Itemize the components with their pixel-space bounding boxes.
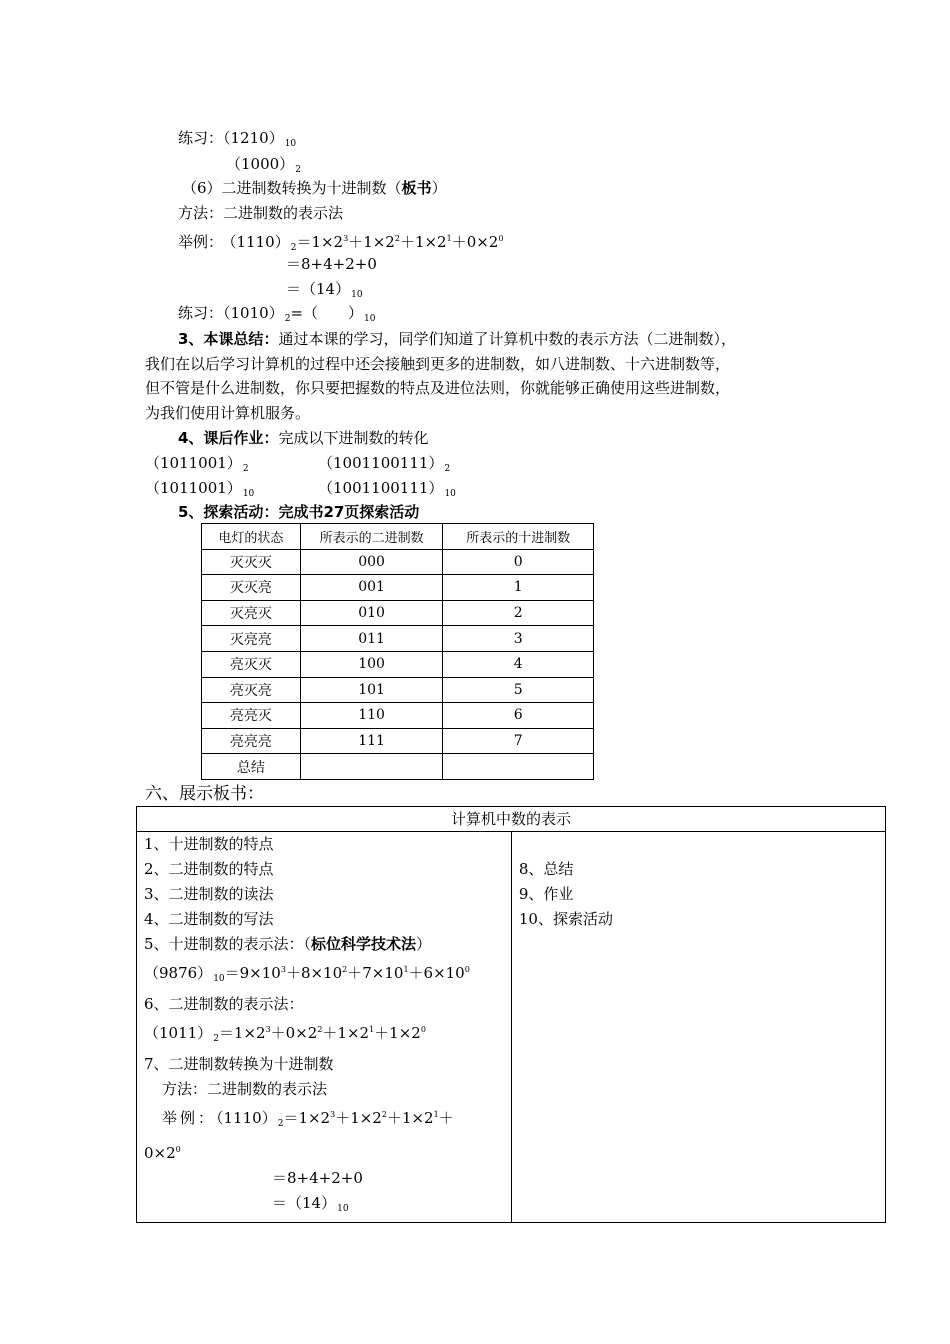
expr-term: ＋6×10 bbox=[408, 964, 465, 982]
expr-term: ＋1×2 bbox=[322, 1024, 370, 1042]
exponent: 0 bbox=[498, 234, 504, 243]
example-label: 举例： bbox=[162, 1109, 217, 1127]
base-subscript: 10 bbox=[242, 489, 255, 499]
board-table bbox=[136, 806, 886, 1223]
table-row bbox=[202, 549, 594, 575]
exponent: 2 bbox=[342, 965, 348, 974]
table-cell: 6 bbox=[443, 703, 594, 729]
table-cell: 2 bbox=[443, 600, 594, 626]
section-6-heading: 六、展示板书： bbox=[145, 784, 264, 804]
board-content-row bbox=[137, 832, 886, 1223]
board-method: 方法：二进制数的表示法 bbox=[162, 1080, 328, 1098]
expr-term: ＝1×2 bbox=[218, 1024, 266, 1042]
table-row bbox=[202, 575, 594, 601]
header-cell: 所表示的十进制数 bbox=[443, 524, 594, 550]
base-subscript: 2 bbox=[242, 464, 249, 474]
board-item: 8、总结 bbox=[518, 860, 574, 878]
board-example-step-2: ＝8+4+2+0 bbox=[272, 1169, 363, 1187]
expr-term: ＋7×10 bbox=[347, 964, 404, 982]
expr-number: （1011） bbox=[144, 1024, 213, 1042]
table-cell: 010 bbox=[300, 600, 443, 626]
homework-item-b1 bbox=[318, 453, 450, 479]
practice-label: 练习： bbox=[178, 129, 224, 147]
table-cell: 100 bbox=[300, 651, 443, 677]
homework-title: 4、课后作业： bbox=[178, 429, 279, 447]
table-cell: 灭亮灭 bbox=[202, 600, 301, 626]
table-cell: 110 bbox=[300, 703, 443, 729]
table-row bbox=[202, 626, 594, 652]
table-row bbox=[202, 754, 594, 780]
exponent: 1 bbox=[433, 1110, 439, 1119]
board-item: 7、二进制数转换为十进制数 bbox=[144, 1055, 334, 1073]
expr-term: ＋ bbox=[438, 1109, 454, 1127]
homework-number: （1001100111） bbox=[318, 454, 444, 472]
summary-line-1 bbox=[178, 329, 736, 349]
table-cell: 101 bbox=[300, 677, 443, 703]
exponent: 3 bbox=[265, 1025, 271, 1034]
table-cell: 3 bbox=[443, 626, 594, 652]
expr-term: ＋1×2 bbox=[348, 233, 395, 251]
exponent: 1 bbox=[446, 234, 452, 243]
base-subscript: 10 bbox=[351, 290, 363, 300]
board-left-cell bbox=[137, 832, 512, 1223]
expr-term: ＋0×2 bbox=[270, 1024, 318, 1042]
table-cell: 111 bbox=[300, 728, 443, 754]
step-6-bold: 板书 bbox=[401, 179, 432, 197]
base-subscript: 2 bbox=[444, 464, 451, 474]
expr-term: ＝9×10 bbox=[224, 964, 281, 982]
expr-term: ＋1×2 bbox=[399, 233, 447, 251]
summary-line-4: 为我们使用计算机服务。 bbox=[145, 404, 311, 422]
board-example-step-3 bbox=[137, 1191, 511, 1222]
table-header-row bbox=[202, 524, 594, 550]
example-result: ＝（14） bbox=[272, 1194, 337, 1212]
base-subscript: 10 bbox=[337, 1204, 349, 1214]
table-cell: 4 bbox=[443, 651, 594, 677]
homework-number: （1011001） bbox=[145, 454, 242, 472]
header-cell: 所表示的二进制数 bbox=[300, 524, 443, 550]
board-title: 计算机中数的表示 bbox=[137, 807, 886, 832]
table-cell: 000 bbox=[300, 549, 443, 575]
homework-item-a1 bbox=[145, 453, 249, 479]
board-example-wrap bbox=[137, 1137, 511, 1166]
exponent: 2 bbox=[317, 1025, 323, 1034]
step-6-prefix: （6）二进制数转换为十进制数（ bbox=[182, 179, 402, 197]
board-right-cell bbox=[511, 832, 885, 1223]
exponent: 1 bbox=[403, 965, 409, 974]
table-cell: 灭灭亮 bbox=[202, 575, 301, 601]
practice-1-line-b bbox=[226, 154, 301, 180]
exponent: 2 bbox=[394, 234, 400, 243]
example-result: ＝（14） bbox=[286, 280, 351, 298]
expr-term: ＋8×10 bbox=[285, 964, 343, 982]
table-row bbox=[202, 703, 594, 729]
expr-term: 0×2 bbox=[144, 1144, 176, 1162]
practice-number: （1000） bbox=[226, 155, 295, 173]
homework-number: （1011001） bbox=[145, 479, 242, 497]
explore-table bbox=[201, 523, 594, 780]
board-item: 10、探索活动 bbox=[518, 910, 613, 928]
board-item: 2、二进制数的特点 bbox=[144, 860, 274, 878]
summary-text: 通过本课的学习，同学们知道了计算机中数的表示方法（二进制数）， bbox=[278, 330, 736, 348]
base-subscript: 2 bbox=[284, 314, 291, 324]
homework-item-a2 bbox=[145, 478, 254, 504]
exponent: 0 bbox=[175, 1145, 181, 1154]
board-item: 9、作业 bbox=[518, 885, 574, 903]
board-item-text: 5、十进制数的表示法：（ bbox=[144, 935, 312, 953]
example-step-2: ＝8+4+2+0 bbox=[286, 255, 377, 273]
base-subscript: 10 bbox=[444, 489, 456, 499]
practice-2-line bbox=[178, 303, 375, 329]
summary-line-2: 我们在以后学习计算机的过程中还会接触到更多的进制数，如八进制数、十六进制数等， bbox=[145, 355, 731, 373]
exponent: 2 bbox=[381, 1110, 387, 1119]
table-cell bbox=[300, 754, 443, 780]
expr-term: ＋1×2 bbox=[374, 1024, 421, 1042]
base-subscript: 2 bbox=[295, 165, 301, 175]
table-row bbox=[202, 728, 594, 754]
table-cell: 亮亮灭 bbox=[202, 703, 301, 729]
binary-expr bbox=[137, 1017, 511, 1052]
header-cell: 电灯的状态 bbox=[202, 524, 301, 550]
table-cell: 灭灭灭 bbox=[202, 549, 301, 575]
table-cell: 0 bbox=[443, 549, 594, 575]
expr-term: ＋0×2 bbox=[451, 233, 499, 251]
summary-line-3: 但不管是什么进制数，你只要把握数的特点及进位法则，你就能够正确使用这些进制数， bbox=[145, 379, 731, 397]
explore-title: 5、探索活动：完成书27页探索活动 bbox=[178, 503, 420, 521]
board-example bbox=[137, 1102, 511, 1137]
table-cell: 5 bbox=[443, 677, 594, 703]
decimal-expr bbox=[137, 957, 511, 992]
expr-term: ＝1×2 bbox=[283, 1109, 331, 1127]
table-cell: 7 bbox=[443, 728, 594, 754]
example-step-3 bbox=[286, 279, 363, 305]
table-cell: 1 bbox=[443, 575, 594, 601]
table-row bbox=[202, 651, 594, 677]
homework-number: （1001100111） bbox=[318, 479, 444, 497]
step-6-suffix: ） bbox=[431, 179, 447, 197]
base-subscript: 2 bbox=[290, 243, 297, 253]
base-subscript: 10 bbox=[213, 974, 225, 984]
base-subscript: 10 bbox=[364, 314, 376, 324]
exponent: 3 bbox=[343, 234, 349, 243]
method-line: 方法：二进制数的表示法 bbox=[178, 204, 344, 222]
exponent: 1 bbox=[369, 1025, 375, 1034]
homework-text: 完成以下进制数的转化 bbox=[278, 429, 429, 447]
board-item: 3、二进制数的读法 bbox=[144, 885, 274, 903]
base-subscript: 2 bbox=[213, 1034, 219, 1044]
blank-answer: =（ ） bbox=[290, 304, 364, 322]
base-subscript: 10 bbox=[284, 139, 297, 149]
table-row bbox=[202, 600, 594, 626]
table-cell: 总结 bbox=[202, 754, 301, 780]
homework-heading bbox=[178, 428, 428, 448]
board-item-text: ） bbox=[416, 935, 432, 953]
table-cell: 001 bbox=[300, 575, 443, 601]
exponent: 3 bbox=[280, 965, 286, 974]
table-cell: 亮亮亮 bbox=[202, 728, 301, 754]
step-6-heading bbox=[182, 178, 447, 198]
practice-number: （1210） bbox=[223, 129, 284, 147]
board-item bbox=[137, 932, 511, 957]
board-title-row bbox=[137, 807, 886, 832]
table-cell: 亮灭亮 bbox=[202, 677, 301, 703]
base-subscript: 2 bbox=[277, 1119, 284, 1129]
summary-title: 3、本课总结： bbox=[178, 330, 279, 348]
board-item: 6、二进制数的表示法： bbox=[144, 995, 304, 1013]
expr-term: ＝1×2 bbox=[296, 233, 344, 251]
board-item: 4、二进制数的写法 bbox=[144, 910, 274, 928]
exponent: 0 bbox=[420, 1025, 426, 1034]
practice-number: （1010） bbox=[223, 304, 284, 322]
expr-number: （9876） bbox=[144, 964, 213, 982]
board-item-bold: 标位科学技术法 bbox=[311, 935, 417, 953]
practice-label: 练习： bbox=[178, 304, 224, 322]
table-cell bbox=[443, 754, 594, 780]
table-row bbox=[202, 677, 594, 703]
practice-1-line-a bbox=[178, 128, 296, 154]
homework-item-b2 bbox=[318, 478, 456, 504]
exponent: 3 bbox=[330, 1110, 336, 1119]
board-item: 1、十进制数的特点 bbox=[144, 835, 274, 853]
table-cell: 011 bbox=[300, 626, 443, 652]
example-number: （1110） bbox=[229, 233, 290, 251]
exponent: 0 bbox=[464, 965, 470, 974]
table-cell: 亮灭灭 bbox=[202, 651, 301, 677]
example-number: （1110） bbox=[216, 1109, 277, 1127]
expr-term: ＋1×2 bbox=[335, 1109, 382, 1127]
example-label: 举例： bbox=[178, 233, 224, 251]
expr-term: ＋1×2 bbox=[386, 1109, 434, 1127]
table-cell: 灭亮亮 bbox=[202, 626, 301, 652]
